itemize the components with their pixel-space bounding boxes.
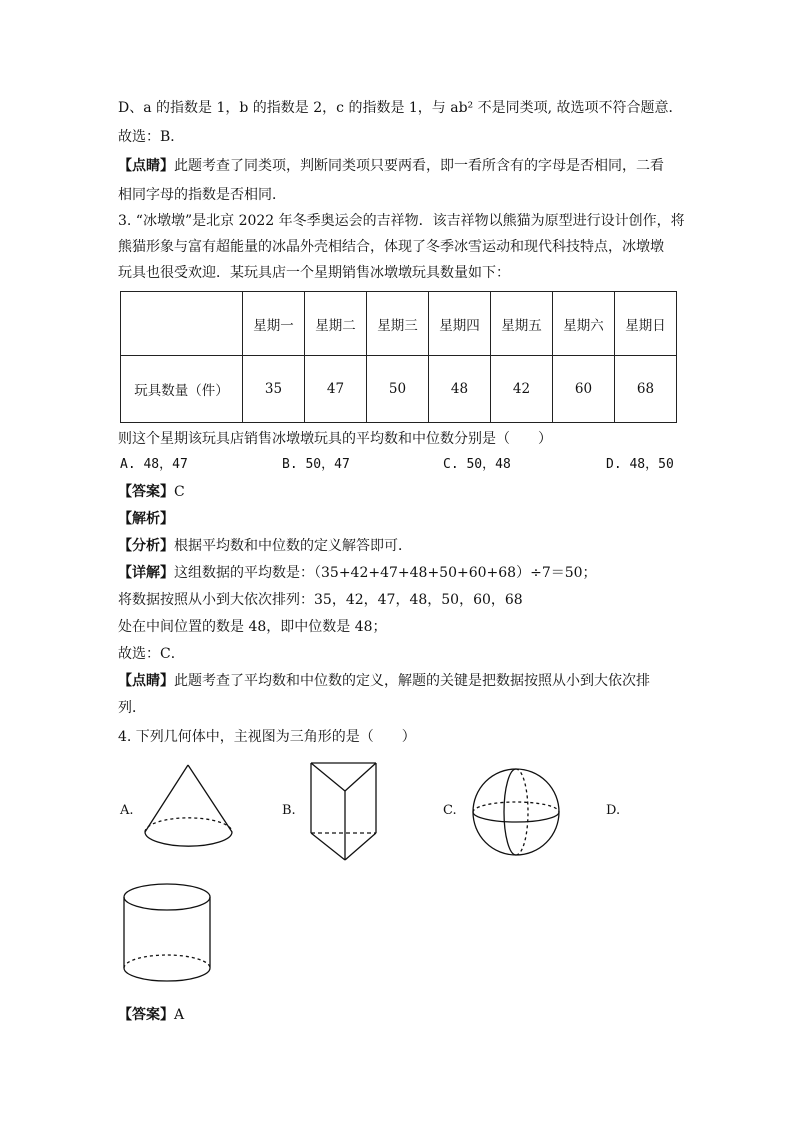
question-3-line-3: 玩具也很受欢迎．某玩具店一个星期销售冰墩墩玩具数量如下： xyxy=(118,265,510,281)
xiangjie-tag: 【详解】 xyxy=(118,565,174,581)
table-header-cell: 星期日 xyxy=(615,292,677,356)
q3-option-c: C. 50，48 xyxy=(443,457,511,472)
q3-option-b: B. 50，47 xyxy=(282,457,350,472)
fenxi-tag: 【分析】 xyxy=(118,538,174,554)
fenxi-text: 根据平均数和中位数的定义解答即可． xyxy=(174,538,412,554)
table-row-label: 玩具数量（件） xyxy=(121,356,243,423)
choose-c-line: 故选：C． xyxy=(118,646,185,662)
answer-4-value: A xyxy=(174,1007,185,1023)
median-line: 处在中间位置的数是 48，即中位数是 48； xyxy=(118,619,387,635)
table-header-cell: 星期五 xyxy=(491,292,553,356)
question-3-line-1: 3. “冰墩墩”是北京 2022 年冬季奥运会的吉祥物．该吉祥物以熊猫为原型进行设计创作，将 xyxy=(118,213,685,229)
answer-line-3 xyxy=(118,482,185,502)
dianjing-2-cont: 列． xyxy=(118,700,146,716)
q4-option-c-label: C. xyxy=(443,803,457,818)
jiexi-heading xyxy=(118,509,174,529)
q4-option-d-label: D. xyxy=(606,803,621,818)
text-line-dianjing-cont: 相同字母的指数是否相同． xyxy=(118,187,286,203)
answer-line-4 xyxy=(118,1005,184,1025)
jiexi-tag: 【解析】 xyxy=(118,511,174,527)
table-cell: 60 xyxy=(553,356,615,423)
table-header-row xyxy=(121,292,677,356)
table-cell: 35 xyxy=(243,356,305,423)
table-row xyxy=(121,356,677,423)
q4-option-b-label: B. xyxy=(282,803,296,818)
cylinder-icon xyxy=(120,880,216,1000)
text-line-dianjing xyxy=(118,156,664,176)
dianjing-2-tag: 【点睛】 xyxy=(118,673,174,689)
question-3-line-2: 熊猫形象与富有超能量的冰晶外壳相结合，体现了冬季冰雪运动和现代科技特点，冰墩墩 xyxy=(118,239,664,255)
table-cell: 50 xyxy=(367,356,429,423)
xiangjie-line xyxy=(118,563,597,583)
sales-table xyxy=(120,291,677,423)
sort-line: 将数据按照从小到大依次排列：35，42，47，48，50，60，68 xyxy=(118,592,523,608)
answer-tag: 【答案】 xyxy=(118,484,174,500)
xiangjie-text: 这组数据的平均数是：（35+42+47+48+50+60+68）÷7＝50； xyxy=(174,565,597,581)
q3-option-a: A. 48，47 xyxy=(120,457,188,472)
question-4-stem: 4. 下列几何体中，主视图为三角形的是（ ） xyxy=(118,729,416,745)
table-header-cell: 星期一 xyxy=(243,292,305,356)
dianjing-text: 此题考查了同类项，判断同类项只要两看，即一看所含有的字母是否相同，二看 xyxy=(174,158,664,174)
sphere-icon xyxy=(468,764,564,860)
table-header-cell xyxy=(121,292,243,356)
table-cell: 68 xyxy=(615,356,677,423)
answer-value: C xyxy=(174,484,185,500)
dianjing-2-text: 此题考查了平均数和中位数的定义，解题的关键是把数据按照从小到大依次排 xyxy=(174,673,650,689)
dianjing-2-line xyxy=(118,671,650,691)
text-line-option-d: D、a 的指数是 1，b 的指数是 2，c 的指数是 1，与 ab² 不是同类项, 故选项不符合题意． xyxy=(118,100,683,116)
table-cell: 48 xyxy=(429,356,491,423)
question-3-stem: 则这个星期该玩具店销售冰墩墩玩具的平均数和中位数分别是（ ） xyxy=(118,431,552,447)
answer-4-tag: 【答案】 xyxy=(118,1007,174,1023)
text-line-choose-b: 故选：B． xyxy=(118,129,185,145)
q3-option-d: D. 48，50 xyxy=(606,457,674,472)
triangular-prism-icon xyxy=(306,758,386,868)
table-header-cell: 星期六 xyxy=(553,292,615,356)
fenxi-line xyxy=(118,536,412,556)
cone-icon xyxy=(140,760,240,860)
table-header-cell: 星期三 xyxy=(367,292,429,356)
table-cell: 47 xyxy=(305,356,367,423)
table-header-cell: 星期四 xyxy=(429,292,491,356)
dianjing-tag: 【点睛】 xyxy=(118,158,174,174)
table-header-cell: 星期二 xyxy=(305,292,367,356)
table-cell: 42 xyxy=(491,356,553,423)
q4-option-a-label: A. xyxy=(120,803,134,818)
